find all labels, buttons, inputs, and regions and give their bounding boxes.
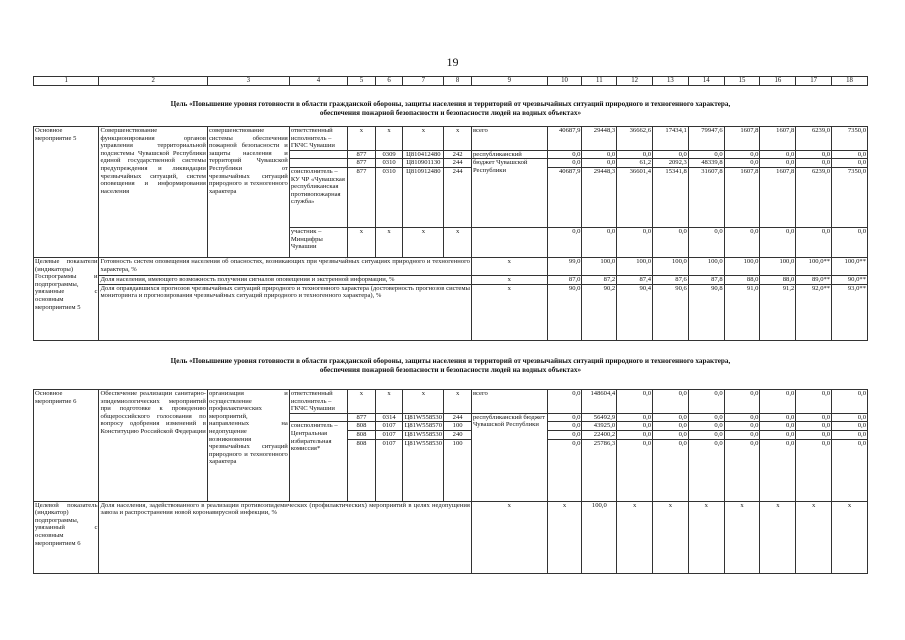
target-value: 90,8 <box>688 284 724 340</box>
code-cell: 0107 <box>375 430 403 439</box>
value-cell: 48339,8 <box>688 159 724 168</box>
value-cell: 0,0 <box>653 430 689 439</box>
executor <box>289 150 347 159</box>
value-cell: 0,0 <box>832 413 868 422</box>
value-cell: 2092,3 <box>653 159 689 168</box>
value-cell: 0,0 <box>547 422 582 431</box>
value-cell: 0,0 <box>688 227 724 257</box>
value-cell: 0,0 <box>832 390 868 414</box>
target-value: 88,0 <box>760 275 796 284</box>
target-value: 92,0** <box>796 284 832 340</box>
target-value: x <box>688 501 724 573</box>
value-cell: 1607,8 <box>724 167 760 227</box>
code-cell: Ц810901130 <box>403 159 444 168</box>
target-text: Доля населения, имеющего возможность получения сигналов оповещения и экстренной информации, % <box>99 275 471 284</box>
value-cell: 0,0 <box>796 227 832 257</box>
code-cell: Ц810912480 <box>403 167 444 227</box>
value-cell: 0,0 <box>760 390 796 414</box>
target-text: Готовность систем оповещения населения об опасностях, возникающих при чрезвычайных ситуациях природного и техногенного характера, % <box>99 257 471 275</box>
col-number: 11 <box>582 77 617 86</box>
code-cell: x <box>375 227 403 257</box>
code-cell: 0107 <box>375 439 403 501</box>
target-value: 100,0 <box>582 257 617 275</box>
col-number: 18 <box>832 77 868 86</box>
target-value: 90,0 <box>547 284 582 340</box>
code-cell: 244 <box>444 413 472 422</box>
target-value: x <box>796 501 832 573</box>
value-cell: 0,0 <box>724 390 760 414</box>
value-cell: 0,0 <box>724 159 760 168</box>
code-cell: x <box>403 227 444 257</box>
value-cell: 0,0 <box>760 159 796 168</box>
target-value: x <box>617 501 653 573</box>
value-cell: 0,0 <box>617 150 653 159</box>
value-cell: 1607,8 <box>724 127 760 151</box>
value-cell: 29448,3 <box>582 127 617 151</box>
code-cell: 877 <box>348 159 376 168</box>
code-cell: x <box>444 227 472 257</box>
value-cell: 79947,6 <box>688 127 724 151</box>
value-cell: 6239,0 <box>796 167 832 227</box>
code-cell: x <box>348 127 376 151</box>
funding-source: всего <box>471 127 547 151</box>
value-cell: 0,0 <box>617 413 653 422</box>
executor: участник – Минцифры Чувашии <box>289 227 347 257</box>
target-value: 100,0** <box>796 257 832 275</box>
value-cell: 0,0 <box>796 439 832 501</box>
code-cell: Ц81W558570 <box>404 422 443 430</box>
target-value: x <box>832 501 868 573</box>
value-cell: 0,0 <box>688 150 724 159</box>
code-cell: 240 <box>444 430 472 439</box>
code-cell: x <box>348 390 376 414</box>
code-cell: 808 <box>348 430 376 439</box>
col-number: 17 <box>796 77 832 86</box>
value-cell: 6239,0 <box>796 127 832 151</box>
value-cell: 22400,2 <box>582 430 617 439</box>
code-cell: 877 <box>348 150 376 159</box>
col-number: 4 <box>289 77 347 86</box>
event-6-table <box>33 389 868 574</box>
value-cell: 0,0 <box>796 159 832 168</box>
col-number: 6 <box>375 77 403 86</box>
code-cell: 877 <box>348 167 376 227</box>
target-value: x <box>724 501 760 573</box>
target-x: x <box>471 284 547 340</box>
value-cell: 0,0 <box>547 227 582 257</box>
value-cell: 0,0 <box>617 390 653 414</box>
target-value: 100,0 <box>688 257 724 275</box>
col-number: 16 <box>760 77 796 86</box>
value-cell: 0,0 <box>688 422 724 431</box>
funding-source: всего <box>471 390 547 414</box>
value-cell: 0,0 <box>724 227 760 257</box>
value-cell: 29448,3 <box>582 167 617 227</box>
target-value: 91,0 <box>724 284 760 340</box>
executor <box>289 413 347 422</box>
target-x: x <box>471 257 547 275</box>
value-cell: 36601,4 <box>617 167 653 227</box>
code-cell: 0107 <box>375 422 403 431</box>
target-value: 99,0 <box>547 257 582 275</box>
executor: соисполнитель – КУ ЧР «Чувашская республиканская противопожарная служба» <box>289 167 347 227</box>
col-number: 14 <box>688 77 724 86</box>
goal-heading-2 <box>33 357 868 375</box>
target-x: x <box>471 275 547 284</box>
event-name: Основное мероприятие 6 <box>34 390 99 502</box>
value-cell: 25786,3 <box>582 439 617 501</box>
value-cell: 0,0 <box>653 227 689 257</box>
value-cell: 0,0 <box>724 439 760 501</box>
funding-source: бюджет Чувашской Республики <box>471 159 547 228</box>
target-value: 93,0** <box>832 284 868 340</box>
code-cell: Ц81W558530 <box>404 430 443 438</box>
target-value: 90,6 <box>653 284 689 340</box>
code-cell: Ц81W558530 <box>403 439 444 501</box>
value-cell: 0,0 <box>582 227 617 257</box>
value-cell: 31607,8 <box>688 167 724 227</box>
value-cell: 17434,1 <box>653 127 689 151</box>
value-cell: 0,0 <box>724 413 760 422</box>
col-number: 12 <box>617 77 653 86</box>
value-cell: 0,0 <box>688 430 724 439</box>
value-cell: 0,0 <box>617 430 653 439</box>
code-cell: 244 <box>444 159 472 168</box>
value-cell: 40687,9 <box>547 127 582 151</box>
value-cell: 0,0 <box>617 227 653 257</box>
event-name: Основное мероприятие 5 <box>34 127 99 258</box>
executor: ответственный исполнитель – ГКЧС Чувашии <box>289 390 347 414</box>
target-value: 100,0 <box>653 257 689 275</box>
executor <box>289 159 347 168</box>
value-cell: 0,0 <box>617 422 653 431</box>
code-cell: x <box>444 127 472 151</box>
event-5-table <box>33 126 868 341</box>
code-cell: 877 <box>348 413 376 422</box>
target-value: 100,0 <box>724 257 760 275</box>
value-cell: 7350,0 <box>832 127 868 151</box>
value-cell: 0,0 <box>760 439 796 501</box>
value-cell: 0,0 <box>832 430 868 439</box>
targets-label: Целевой показатель (индикатор) подпрограммы, увязанный с основным мероприятием 6 <box>34 501 99 573</box>
col-number: 13 <box>653 77 689 86</box>
target-value: 89,0** <box>796 275 832 284</box>
code-cell: x <box>403 127 444 151</box>
value-cell: 0,0 <box>582 150 617 159</box>
value-cell: 0,0 <box>760 430 796 439</box>
target-value: 100,0 <box>760 257 796 275</box>
target-x: x <box>471 501 547 573</box>
value-cell: 0,0 <box>832 150 868 159</box>
code-cell: 808 <box>348 422 376 431</box>
page-number: 19 <box>446 55 459 69</box>
value-cell: 0,0 <box>796 413 832 422</box>
executor: ответственный исполнитель – ГКЧС Чувашии <box>289 127 347 151</box>
goal-line: обеспечения пожарной безопасности и безопасности людей на водных объектах» <box>319 366 582 374</box>
value-cell: 0,0 <box>832 439 868 501</box>
col-number: 15 <box>724 77 760 86</box>
value-cell: 0,0 <box>688 390 724 414</box>
col-number: 9 <box>471 77 547 86</box>
value-cell: 0,0 <box>582 159 617 168</box>
value-cell: 0,0 <box>547 390 582 414</box>
target-value: 88,0 <box>724 275 760 284</box>
target-value: 90,2 <box>582 284 617 340</box>
code-cell: x <box>375 390 403 414</box>
value-cell: 148604,4 <box>582 390 617 414</box>
value-cell: 1607,8 <box>760 167 796 227</box>
goal-heading-1 <box>33 100 868 118</box>
target-value: x <box>653 501 689 573</box>
code-cell: 0310 <box>375 167 403 227</box>
event-result: организация и осуществление профилактических мероприятий, направленных на недопущение возникновения чрезвычайных ситуаций природного и техногенного характера <box>207 390 289 502</box>
code-cell: x <box>403 390 444 414</box>
code-cell: 100 <box>444 439 472 501</box>
value-cell: 0,0 <box>724 430 760 439</box>
value-cell: 0,0 <box>832 159 868 168</box>
target-text: Доля оправдавшихся прогнозов чрезвычайных ситуаций природного и техногенного характера (достоверность прогнозов системы мониторинга и прогнозирования чрезвычайных ситуаций природного и техногенного характера), % <box>99 284 471 340</box>
code-cell: 0314 <box>375 413 403 422</box>
value-cell: 0,0 <box>832 227 868 257</box>
code-cell: x <box>375 127 403 151</box>
value-cell: 0,0 <box>796 430 832 439</box>
value-cell: 0,0 <box>547 430 582 439</box>
value-cell: 15341,8 <box>653 167 689 227</box>
goal-line: обеспечения пожарной безопасности и безопасности людей на водных объектах» <box>319 109 582 117</box>
event-result: совершенствование системы обеспечения пожарной безопасности и защиты населения и территорий Чувашской Республики от чрезвычайных ситуаций природного и техногенного характера <box>207 127 289 258</box>
target-value: x <box>547 501 582 573</box>
target-value: 87,6 <box>653 275 689 284</box>
target-value: 90,0** <box>832 275 868 284</box>
value-cell: 0,0 <box>617 439 653 501</box>
target-value: 91,2 <box>760 284 796 340</box>
target-value: 87,2 <box>582 275 617 284</box>
target-value: 87,8 <box>688 275 724 284</box>
event-title: Обеспечение реализации санитарно-эпидемиологических мероприятий при подготовке к проведению общероссийского голосования по вопросу одобрения изменений в Конституцию Российской Федерации <box>99 390 207 502</box>
target-value: 100,0 <box>617 257 653 275</box>
value-cell: 7350,0 <box>832 167 868 227</box>
value-cell: 0,0 <box>724 422 760 431</box>
event-title: Совершенствование функционирования органов управления территориальной подсистемы Чувашской Республики единой государственной системы предупреждения и ликвидации чрезвычайных ситуаций, систем оповещения и информирования населения <box>99 127 207 258</box>
col-number: 8 <box>444 77 472 86</box>
value-cell: 1607,8 <box>760 127 796 151</box>
value-cell: 0,0 <box>724 150 760 159</box>
target-value: 87,4 <box>617 275 653 284</box>
value-cell: 0,0 <box>547 439 582 501</box>
value-cell: 0,0 <box>653 413 689 422</box>
col-number: 2 <box>99 77 207 86</box>
value-cell: 36662,6 <box>617 127 653 151</box>
value-cell: 0,0 <box>688 413 724 422</box>
code-cell: 0309 <box>375 150 403 159</box>
code-cell: 0310 <box>375 159 403 168</box>
col-number: 3 <box>207 77 289 86</box>
value-cell: 0,0 <box>653 150 689 159</box>
target-text: Доля населения, задействованного в реализации противоэпидемических (профилактических) мероприятий в целях недопущения завоза и распространения новой коронавирусной инфекции, % <box>99 501 471 573</box>
code-cell: 808 <box>348 439 376 501</box>
value-cell: 0,0 <box>760 422 796 431</box>
code-cell: 244 <box>444 167 472 227</box>
column-number-header <box>33 76 868 86</box>
value-cell: 0,0 <box>796 422 832 431</box>
value-cell: 0,0 <box>760 413 796 422</box>
value-cell: 0,0 <box>796 150 832 159</box>
funding-source: республиканский бюджет Чувашской Республики <box>471 413 547 501</box>
target-value: 100,0 <box>582 501 617 573</box>
code-cell: x <box>348 227 376 257</box>
target-value: 90,4 <box>617 284 653 340</box>
value-cell: 0,0 <box>760 150 796 159</box>
value-cell: 56492,9 <box>582 413 617 422</box>
value-cell: 0,0 <box>547 413 582 422</box>
goal-line: Цель «Повышение уровня готовности в области гражданской обороны, защиты населения и территорий от чрезвычайных ситуаций природного и техногенного характера, <box>170 100 731 108</box>
value-cell: 0,0 <box>653 422 689 431</box>
code-cell: 100 <box>444 422 472 431</box>
code-cell: x <box>444 390 472 414</box>
value-cell: 61,2 <box>617 159 653 168</box>
funding-source: республиканский <box>471 150 547 159</box>
target-value: x <box>760 501 796 573</box>
targets-label: Целевые показатели (индикаторы) Госпрограммы и подпрограммы, увязанные с основным мероприятием 5 <box>34 257 99 340</box>
value-cell: 43925,0 <box>582 422 617 431</box>
code-cell: Ц810412480 <box>403 150 444 159</box>
col-number: 7 <box>403 77 444 86</box>
value-cell: 0,0 <box>832 422 868 431</box>
code-cell: 242 <box>444 150 472 159</box>
funding-source <box>471 227 547 257</box>
value-cell: 0,0 <box>547 159 582 168</box>
col-number: 5 <box>348 77 376 86</box>
executor: соисполнитель – Центральная избирательная комиссия* <box>289 422 347 501</box>
value-cell: 0,0 <box>688 439 724 501</box>
value-cell: 0,0 <box>760 227 796 257</box>
value-cell: 0,0 <box>653 390 689 414</box>
col-number: 1 <box>34 77 99 86</box>
value-cell: 40687,9 <box>547 167 582 227</box>
value-cell: 0,0 <box>653 439 689 501</box>
target-value: 100,0** <box>832 257 868 275</box>
value-cell: 0,0 <box>796 390 832 414</box>
goal-line: Цель «Повышение уровня готовности в области гражданской обороны, защиты населения и территорий от чрезвычайных ситуаций природного и техногенного характера, <box>170 357 731 365</box>
col-number: 10 <box>547 77 582 86</box>
target-value: 87,0 <box>547 275 582 284</box>
value-cell: 0,0 <box>547 150 582 159</box>
code-cell: Ц81W558530 <box>404 413 443 421</box>
